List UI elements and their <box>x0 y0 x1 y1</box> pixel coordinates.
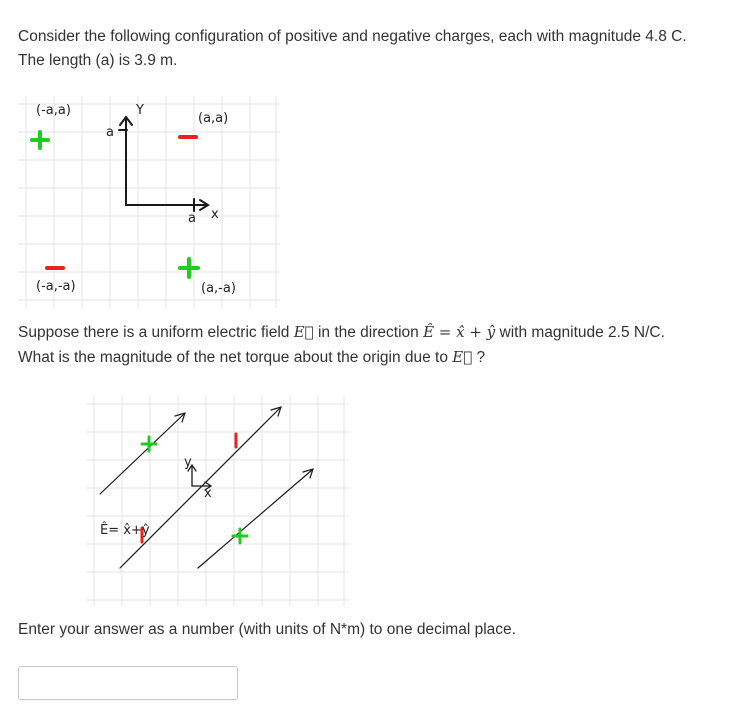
question-text-1: Suppose there is a uniform electric field <box>18 324 294 341</box>
label-top-right: (a,a) <box>198 111 229 126</box>
charge-configuration-figure <box>18 96 280 308</box>
intro-line-1: Consider the following configuration of positive and negative charges, each with magnitude 4.8 C. <box>18 28 687 45</box>
field-direction-label: Ê= x̂+ŷ <box>100 523 150 538</box>
y-axis-label: Y <box>136 103 144 118</box>
intro-line-2: The length (a) is 3.9 m. <box>18 52 178 69</box>
tick-a-vertical: a <box>106 125 114 140</box>
electric-field-figure <box>86 396 348 606</box>
x-axis-label: x <box>211 207 219 222</box>
question-text-5: ? <box>472 349 486 366</box>
positive-charge-top-left <box>142 437 156 451</box>
question-text-2: in the direction <box>313 324 424 341</box>
problem-question <box>18 320 665 370</box>
answer-instructions: Enter your answer as a number (with units of N*m) to one decimal place. <box>18 621 516 638</box>
positive-charge-bottom-right <box>233 529 247 543</box>
question-text-3: with magnitude 2.5 N/C. <box>495 324 665 341</box>
grid <box>86 396 348 606</box>
positive-charge-bottom-right <box>180 259 198 277</box>
question-text-4: What is the magnitude of the net torque about the origin due to <box>18 349 453 366</box>
field-symbol-2: E⃗ <box>452 348 473 366</box>
answer-input[interactable] <box>18 666 238 700</box>
y-axis-label-small: y <box>184 455 192 470</box>
problem-intro <box>18 25 687 73</box>
positive-charge-top-left <box>32 132 48 148</box>
label-bottom-right: (a,-a) <box>201 281 236 296</box>
label-bottom-left: (-a,-a) <box>36 279 76 294</box>
label-top-left: (-a,a) <box>36 103 71 118</box>
axes <box>119 117 208 211</box>
field-symbol: E⃗ <box>293 323 314 341</box>
direction-expression: Ê = x̂ + ŷ <box>423 323 496 341</box>
tick-a-horizontal: a <box>188 211 196 226</box>
grid <box>18 96 280 308</box>
x-axis-label-small: x <box>204 486 212 501</box>
